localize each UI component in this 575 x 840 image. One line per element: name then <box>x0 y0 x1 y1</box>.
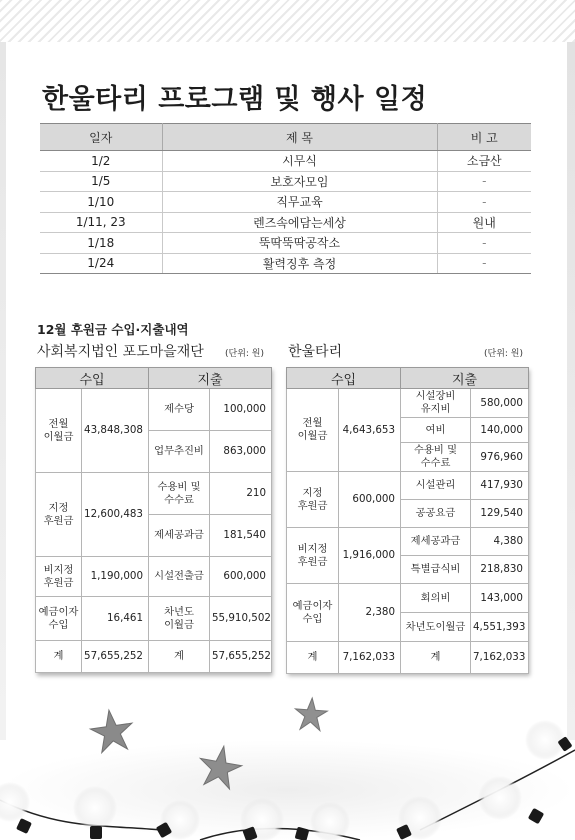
right-org-name: 한울타리 <box>288 344 343 360</box>
expense-amount: 417,930 <box>471 472 529 500</box>
schedule-event: 시무식 <box>162 151 437 172</box>
schedule-date: 1/11, 23 <box>40 212 162 233</box>
expense-amount: 976,960 <box>471 443 529 472</box>
expense-amount: 55,910,502 <box>210 597 272 641</box>
schedule-note: - <box>437 253 531 274</box>
expense-label: 제세공과금 <box>401 528 471 556</box>
expense-amount: 600,000 <box>210 557 272 597</box>
income-amount: 12,600,483 <box>82 473 149 557</box>
schedule-event: 활력징후 측정 <box>162 253 437 274</box>
schedule-row <box>40 233 531 254</box>
income-label: 전월 이월금 <box>287 389 339 472</box>
income-amount: 2,380 <box>339 584 401 642</box>
expense-amount: 181,540 <box>210 515 272 557</box>
expense-label: 회의비 <box>401 584 471 613</box>
expense-label: 시설관리 <box>401 472 471 500</box>
schedule-event: 렌즈속에담는세상 <box>162 212 437 233</box>
total-label: 계 <box>401 642 471 674</box>
income-label: 예금이자 수입 <box>36 597 82 641</box>
expense-amount: 4,380 <box>471 528 529 556</box>
income-header: 수입 <box>36 368 149 389</box>
right-finance-table-wrap <box>286 367 528 673</box>
expense-amount: 863,000 <box>210 431 272 473</box>
right-unit: (단위: 원) <box>484 349 523 359</box>
finance-title: 12월 후원금 수입·지출내역 <box>37 322 189 337</box>
expense-amount: 218,830 <box>471 556 529 584</box>
expense-label: 수용비 및 수수료 <box>401 443 471 472</box>
expense-label: 특별급식비 <box>401 556 471 584</box>
expense-label: 차년도이월금 <box>401 613 471 642</box>
schedule-date: 1/5 <box>40 171 162 192</box>
schedule-note: - <box>437 171 531 192</box>
star-icon <box>294 697 328 731</box>
schedule-row <box>40 171 531 192</box>
expense-label: 공공요금 <box>401 500 471 528</box>
schedule-row <box>40 212 531 233</box>
income-label: 비지정 후원금 <box>287 528 339 584</box>
expense-amount: 143,000 <box>471 584 529 613</box>
expense-amount: 210 <box>210 473 272 515</box>
expense-label: 업무추진비 <box>149 431 210 473</box>
left-org-name: 사회복지법인 포도마을재단 <box>37 344 204 360</box>
expense-label: 차년도 이월금 <box>149 597 210 641</box>
expense-amount: 580,000 <box>471 389 529 418</box>
income-amount: 600,000 <box>339 472 401 528</box>
expense-header: 지출 <box>149 368 272 389</box>
expense-label: 시설전출금 <box>149 557 210 597</box>
expense-amount: 140,000 <box>471 418 529 443</box>
schedule-event: 뚝딱뚝딱공작소 <box>162 233 437 254</box>
expense-amount: 4,551,393 <box>471 613 529 642</box>
left-finance-table-wrap <box>35 367 271 673</box>
total-expense: 57,655,252 <box>210 641 272 673</box>
schedule-note: - <box>437 192 531 213</box>
right-finance-table <box>286 367 529 674</box>
expense-amount: 100,000 <box>210 389 272 431</box>
total-label: 계 <box>149 641 210 673</box>
schedule-event: 직무교육 <box>162 192 437 213</box>
income-label: 지정 후원금 <box>36 473 82 557</box>
col-header-date: 일자 <box>40 124 162 151</box>
striped-top-border <box>0 0 575 42</box>
col-header-title: 제 목 <box>162 124 437 151</box>
schedule-row <box>40 192 531 213</box>
schedule-table <box>40 123 531 274</box>
schedule-event: 보호자모임 <box>162 171 437 192</box>
schedule-header-row <box>40 124 531 151</box>
income-label: 비지정 후원금 <box>36 557 82 597</box>
left-finance-table <box>35 367 272 673</box>
income-amount: 43,848,308 <box>82 389 149 473</box>
expense-label: 수용비 및 수수료 <box>149 473 210 515</box>
total-label: 계 <box>287 642 339 674</box>
schedule-date: 1/10 <box>40 192 162 213</box>
bulb-icon <box>240 798 284 840</box>
expense-label: 시설장비 유지비 <box>401 389 471 418</box>
income-label: 예금이자 수입 <box>287 584 339 642</box>
income-amount: 16,461 <box>82 597 149 641</box>
total-income: 7,162,033 <box>339 642 401 674</box>
total-expense: 7,162,033 <box>471 642 529 674</box>
income-amount: 1,916,000 <box>339 528 401 584</box>
expense-label: 제수당 <box>149 389 210 431</box>
total-income: 57,655,252 <box>82 641 149 673</box>
expense-label: 제세공과금 <box>149 515 210 557</box>
page-title: 한울타리 프로그램 및 행사 일정 <box>42 84 428 115</box>
schedule-date: 1/24 <box>40 253 162 274</box>
expense-header: 지출 <box>401 368 529 389</box>
schedule-row <box>40 151 531 172</box>
schedule-note: - <box>437 233 531 254</box>
income-label: 전월 이월금 <box>36 389 82 473</box>
total-label: 계 <box>36 641 82 673</box>
decoration-layer <box>0 680 575 840</box>
income-amount: 4,643,653 <box>339 389 401 472</box>
col-header-note: 비 고 <box>437 124 531 151</box>
schedule-date: 1/18 <box>40 233 162 254</box>
expense-label: 여비 <box>401 418 471 443</box>
expense-amount: 129,540 <box>471 500 529 528</box>
schedule-date: 1/2 <box>40 151 162 172</box>
income-amount: 1,190,000 <box>82 557 149 597</box>
schedule-row <box>40 253 531 274</box>
left-unit: (단위: 원) <box>225 349 264 359</box>
income-label: 지정 후원금 <box>287 472 339 528</box>
income-header: 수입 <box>287 368 401 389</box>
schedule-note: 원내 <box>437 212 531 233</box>
schedule-note: 소금산 <box>437 151 531 172</box>
